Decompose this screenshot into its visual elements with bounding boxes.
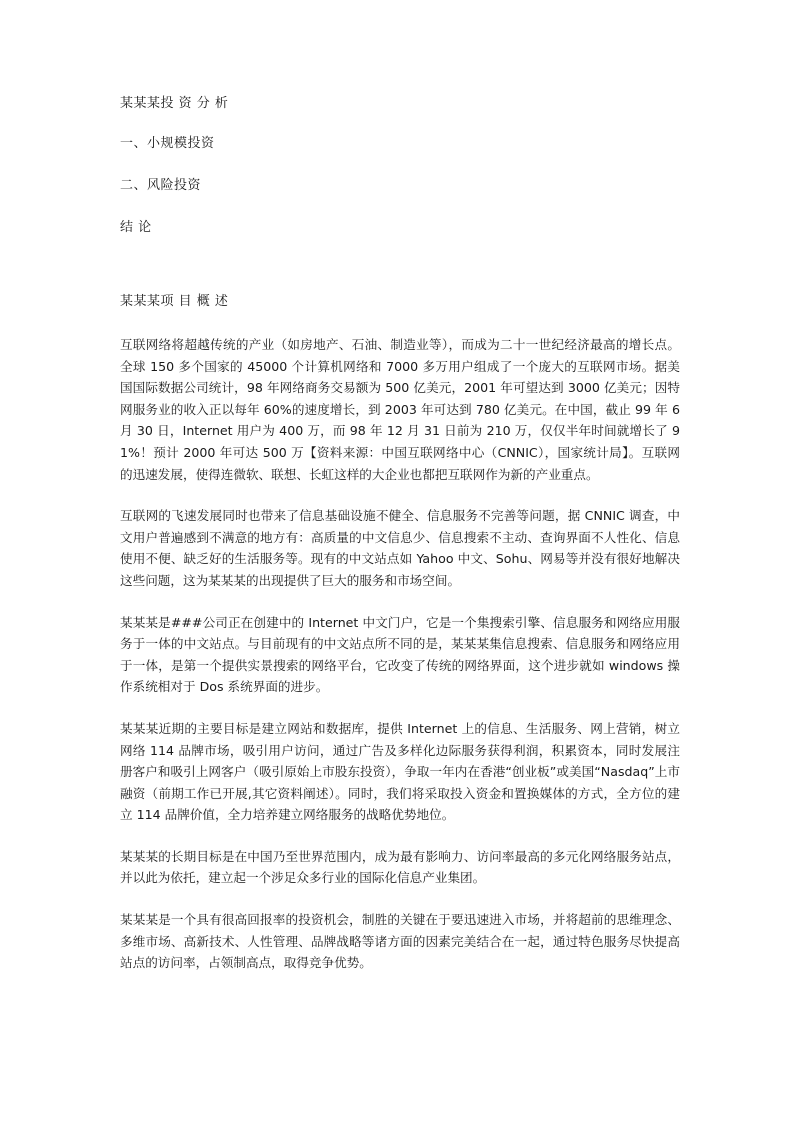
toc-item-risk-investment: 二、风险投资 (120, 178, 202, 193)
section-title-project-overview: 某某某项 目 概 述 (120, 294, 229, 309)
toc-item-small-investment: 一、小规模投资 (120, 136, 215, 151)
paragraph-long-term-goals: 某某某的长期目标是在中国乃至世界范围内，成为最有影响力、访问率最高的多元化网络服务站点，并以此为依托，建立起一个涉足众多行业的国际化信息产业集团。 (120, 848, 680, 886)
paragraph-short-term-goals: 某某某近期的主要目标是建立网站和数据库，提供 Internet 上的信息、生活服务、网上营销，树立网络 114 品牌市场，吸引用户访问，通过广告及多样化边际服务获得利润，积累资本，同时发展注册客户和吸引上网客户（吸引原始上市股东投资），争取一年内在香港“创业板”或美国“Nasdaq”上市融资（前期工作已开展,其它资料阐述）。同时，我们将采取投入资金和置换媒体的方式，全方位的建立 114 品牌价值，全力培养建立网络服务的战略优势地位。 (120, 720, 680, 823)
document-content (120, 94, 680, 974)
paragraph-portal-description: 某某某是###公司正在创建中的 Internet 中文门户，它是一个集搜索引擎、信息服务和网络应用服务于一体的中文站点。与目前现有的中文站点所不同的是，某某某集信息搜索、信息服务和网络应用于一体，是第一个提供实景搜索的网络平台，它改变了传统的网络界面，这个进步就如 windows 操作系统相对于 Dos 系统界面的进步。 (120, 614, 680, 695)
document-title: 某某某投 资 分 析 (120, 96, 229, 111)
paragraph-internet-problems: 互联网的飞速发展同时也带来了信息基础设施不健全、信息服务不完善等问题，据 CNNIC 调查，中文用户普遍感到不满意的地方有：高质量的中文信息少、信息搜索不主动、查询界面不人性化、信息使用不便、缺乏好的生活服务等。现有的中文站点如 Yahoo 中文、Sohu、网易等并没有很好地解决这些问题，这为某某某的出现提供了巨大的服务和市场空间。 (120, 508, 680, 588)
paragraph-internet-market: 互联网络将超越传统的产业（如房地产、石油、制造业等），而成为二十一世纪经济最高的增长点。全球 150 多个国家的 45000 个计算机网络和 7000 多万用户组成了一个庞大的互联网市场。据美国国际数据公司统计，98 年网络商务交易额为 500 亿美元，2001 年可望达到 3000 亿美元；因特网服务业的收入正以每年 60%的速度增长，到 2003 年可达到 780 亿美元。在中国，截止 99 年 6 月 30 日，Internet 用户为 400 万，而 98 年 12 月 31 日前为 210 万，仅仅半年时间就增长了 91%！预计 2000 年可达 500 万【资料来源：中国互联网络中心（CNNIC），国家统计局】。互联网的迅速发展，使得连微软、联想、长虹这样的大企业也都把互联网作为新的产业重点。 (120, 337, 680, 482)
paragraph-investment-opportunity: 某某某是一个具有很高回报率的投资机会，制胜的关键在于要迅速进入市场，并将超前的思维理念、多维市场、高新技术、人性管理、品牌战略等诸方面的因素完美结合在一起，通过特色服务尽快提高站点的访问率，占领制高点，取得竞争优势。 (120, 912, 680, 971)
toc-item-conclusion: 结 论 (120, 220, 152, 235)
